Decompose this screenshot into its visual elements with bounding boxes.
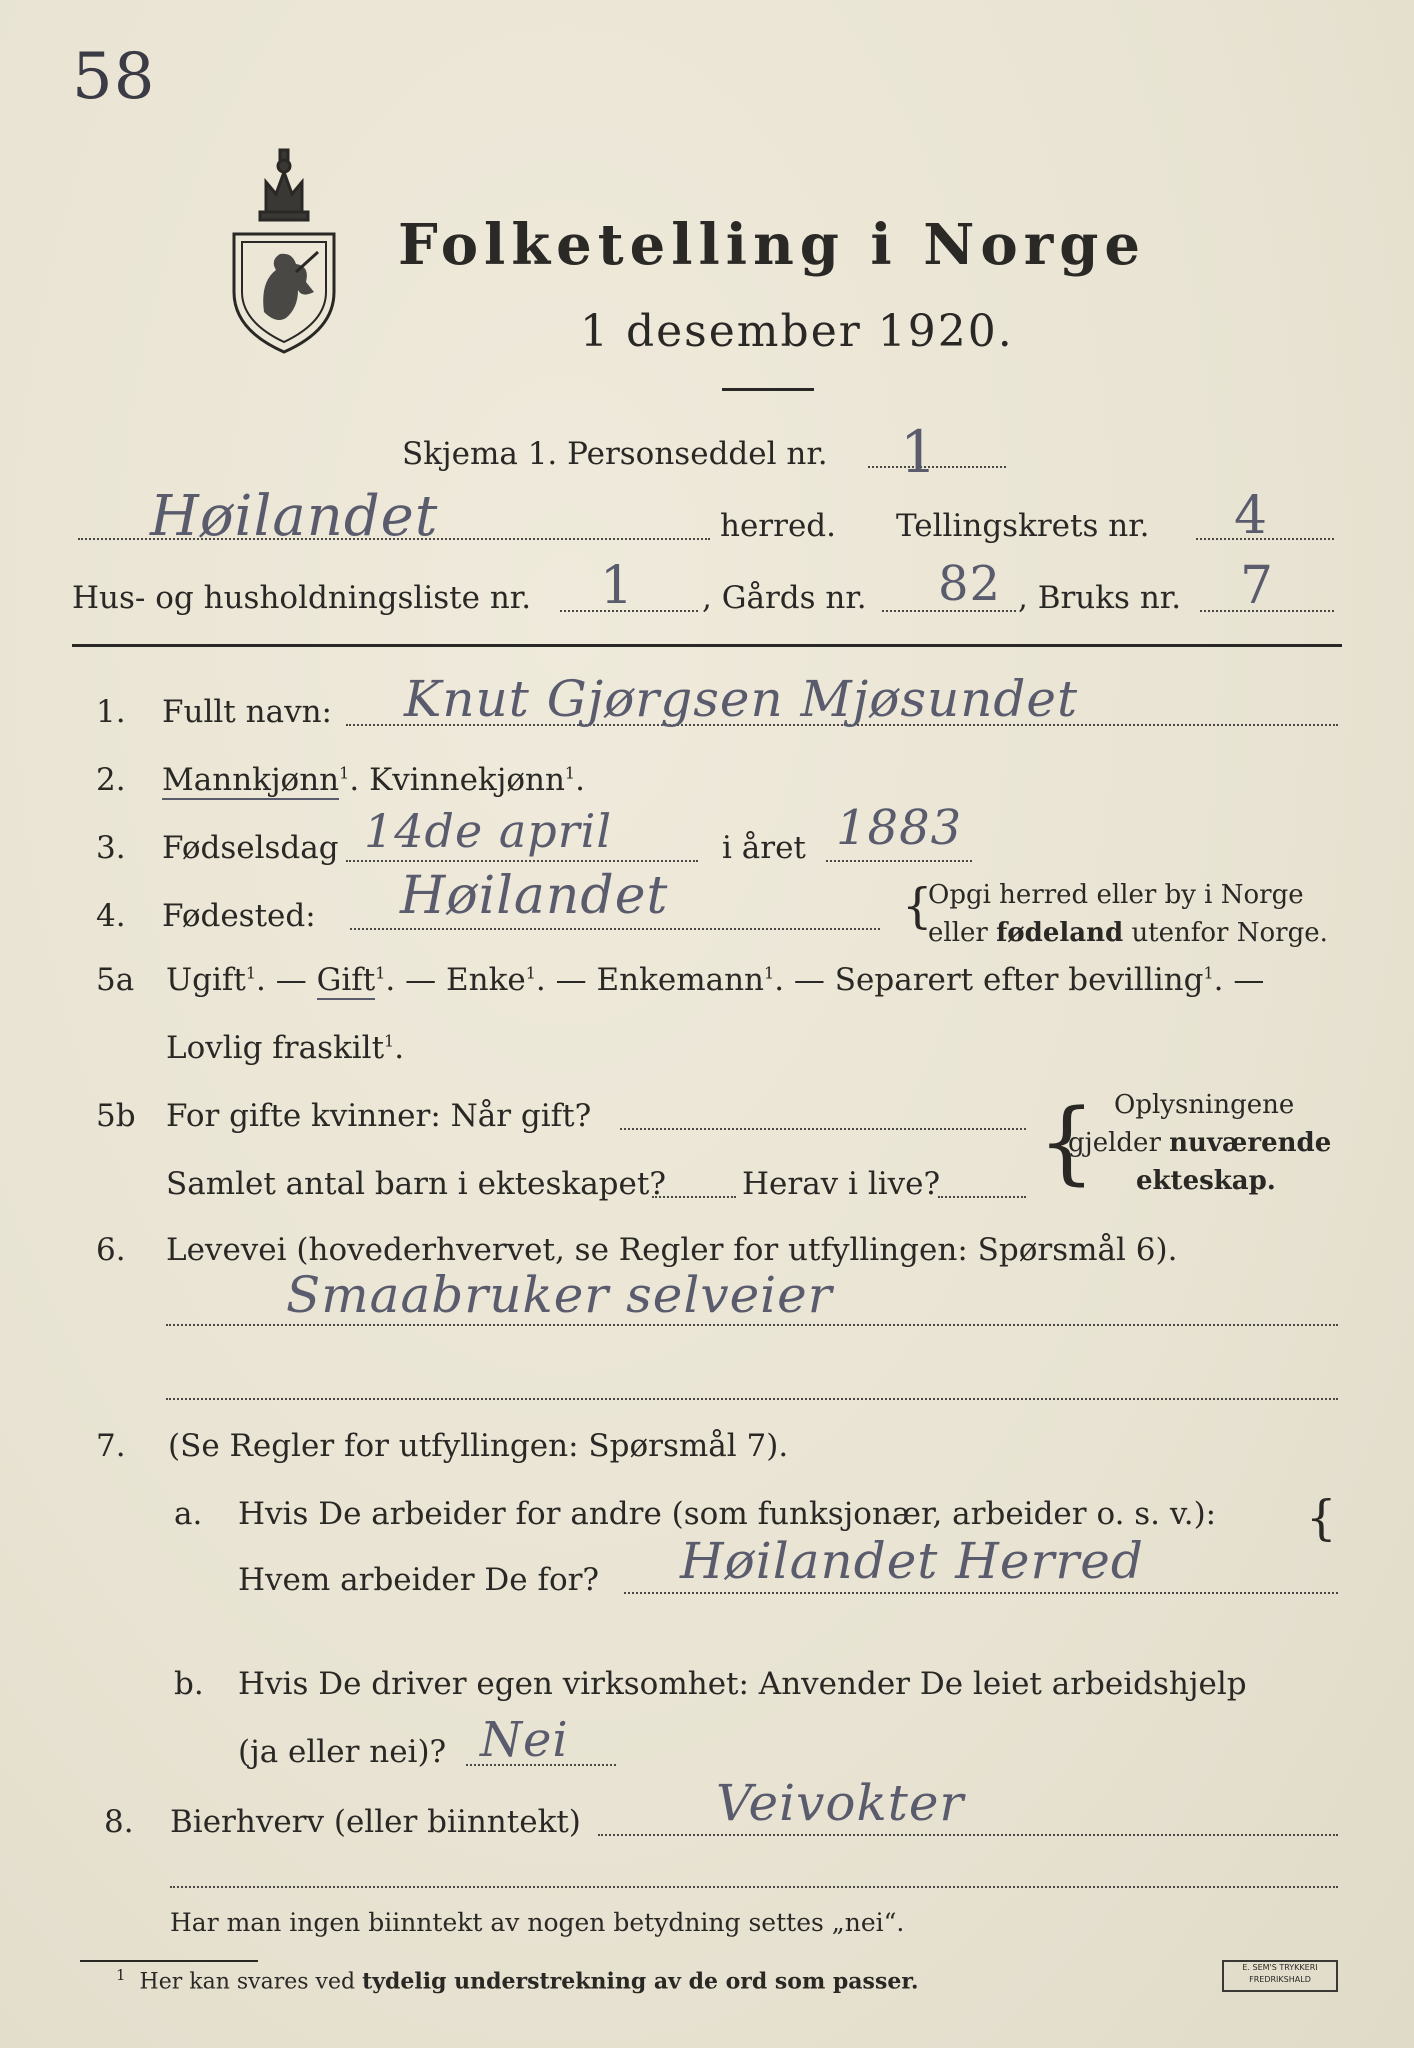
q3-year-label: i året [722,830,806,866]
q2-female-footnote: 1 [564,763,576,783]
q5b-note2 [1068,1128,1331,1158]
q4-number: 4. [96,898,126,934]
q4-value: Høilandet [400,866,669,926]
q7b-number: b. [174,1666,204,1702]
q8-value: Veivokter [716,1774,965,1832]
title-underline [722,388,814,391]
q7b-value: Nei [480,1712,569,1768]
q5a-ugift: Ugift [166,962,246,998]
q8-number: 8. [104,1804,134,1840]
q5b-number: 5b [96,1098,136,1134]
q2-male-footnote: 1 [339,763,350,783]
q7b-label2: (ja eller nei)? [238,1734,447,1770]
q7a-label1: Hvis De arbeider for andre (som funksjonær, arbeider o. s. v.): [238,1496,1217,1532]
q5b-note1: Oplysningene [1114,1090,1295,1120]
bruks-value: 7 [1240,556,1275,616]
q5a-separert-footnote: 1 [1203,963,1214,983]
q5a-gift-footnote: 1 [375,963,386,983]
q5a-enkemann-footnote: 1 [764,963,775,983]
q5a-sep-4: . — [774,962,825,998]
q5a-lovlig: Lovlig fraskilt$^1$. [166,1030,405,1066]
norwegian-coat-of-arms-icon [226,142,342,356]
q5b-note3: ekteskap. [1136,1166,1276,1196]
q6-value: Smaabruker selveier [286,1266,833,1324]
q6-label: Levevei (hovederhvervet, se Regler for utfyllingen: Spørsmål 6). [166,1232,1178,1268]
q4-brace: { [902,878,933,934]
q7a-label2: Hvem arbeider De for? [238,1562,600,1598]
q5b-note2-pre: gjelder [1068,1128,1161,1158]
q7a-brace: { [1306,1490,1337,1546]
q3-day-dots [346,860,698,862]
q2-female-dot: . [575,762,585,798]
q3-label: Fødselsdag [162,830,339,866]
q1-value: Knut Gjørgsen Mjøsundet [404,670,1079,728]
bruks-label: , Bruks nr. [1018,580,1182,616]
q2-female: Kvinnekjønn [369,762,565,798]
q5b-live-dots [938,1196,1026,1198]
q5a-sep-1: . — [256,962,307,998]
q5a-sep-2: . — [385,962,437,998]
q7a-number: a. [174,1496,203,1532]
q4-label: Fødested: [162,898,316,934]
biinntekt-note: Har man ingen biinntekt av nogen betydning settes „nei“. [170,1908,905,1937]
q5a-lovlig-text: Lovlig fraskilt [166,1030,385,1066]
q2-number: 2. [96,762,126,798]
q8-dots-2 [170,1886,1338,1888]
q6-number: 6. [96,1232,126,1268]
footnote-divider [80,1960,258,1962]
q4-note-line1: Opgi herred eller by i Norge [928,880,1304,910]
q5a-sep-5: . — [1213,962,1265,998]
herred-value: Høilandet [150,484,439,549]
q4-note-bold: fødeland [996,918,1124,948]
q5a-sep-3: . — [535,962,587,998]
q8-label: Bierhverv (eller biinntekt) [170,1804,581,1840]
census-date: 1 desember 1920. [580,306,1014,357]
q5b-label1: For gifte kvinner: Når gift? [166,1098,592,1134]
q4-note-pre: eller [928,918,988,948]
q2-options [162,762,585,798]
hus-value: 1 [600,556,635,616]
q2-male-dot: . [349,762,360,798]
printer-stamp-line2: FREDRIKSHALD [1249,1975,1311,1984]
q8-dots-1 [598,1834,1338,1836]
hus-label: Hus- og husholdningsliste nr. [72,580,532,616]
q1-number: 1. [96,694,126,730]
q4-note-post: utenfor Norge. [1131,918,1328,948]
printer-stamp-line1: E. SEM'S TRYKKERI [1242,1963,1318,1972]
q3-number: 3. [96,830,126,866]
q3-day-value: 14de april [364,804,613,858]
q5b-barn-dots [652,1196,736,1198]
q3-year-dots [826,860,972,862]
herred-label: herred. [720,508,836,544]
q5a-enkemann: Enkemann [596,962,765,998]
q2-male: Mannkjønn [162,762,340,798]
q5a-lovlig-footnote: 1 [384,1031,395,1051]
q5b-label3: Herav i live? [742,1166,941,1202]
q7a-dots [624,1592,1338,1594]
q5a-options [166,962,1264,998]
q5a-number: 5a [96,962,135,998]
footnote-number: 1 [116,1966,126,1984]
q6-dots-2 [166,1398,1338,1400]
tellingskrets-value: 4 [1234,486,1269,546]
q5b-label2: Samlet antal barn i ekteskapet? [166,1166,666,1202]
q5a-enke: Enke [445,962,526,998]
header-divider [72,644,1342,647]
footnote [116,1966,919,1994]
q4-dots [350,928,880,930]
handwritten-page-number: 58 [72,40,156,114]
printer-stamp [1222,1960,1338,1992]
footnote-bold: tydelig understrekning av de ord som passer. [362,1968,919,1995]
q3-year-value: 1883 [836,800,963,856]
q5a-ugift-footnote: 1 [245,963,257,983]
q5a-separert: Separert efter bevilling [834,962,1204,998]
q7-label: (Se Regler for utfyllingen: Spørsmål 7). [168,1428,789,1464]
q5b-brace: { [1038,1090,1096,1195]
q5b-gift-dots [620,1128,1026,1130]
gards-label: , Gårds nr. [702,580,867,616]
q6-dots-1 [166,1324,1338,1326]
footnote-pre: Her kan svares ved [139,1969,356,1995]
q1-label: Fullt navn: [162,694,332,730]
q5b-note2-bold: nuværende [1169,1128,1332,1158]
q5a-enke-footnote: 1 [525,963,536,983]
q4-note-line2 [928,918,1328,948]
personseddel-number: 1 [900,418,938,486]
q7-number: 7. [96,1428,126,1464]
page-title: Folketelling i Norge [398,212,1147,278]
skjema-label: Skjema 1. Personseddel nr. [402,436,828,472]
q7a-value: Høilandet Herred [680,1532,1144,1590]
q5a-gift: Gift [316,962,376,998]
gards-value: 82 [938,556,1002,612]
tellingskrets-label: Tellingskrets nr. [896,508,1150,544]
q7b-label1: Hvis De driver egen virksomhet: Anvender De leiet arbeidshjelp [238,1666,1247,1702]
